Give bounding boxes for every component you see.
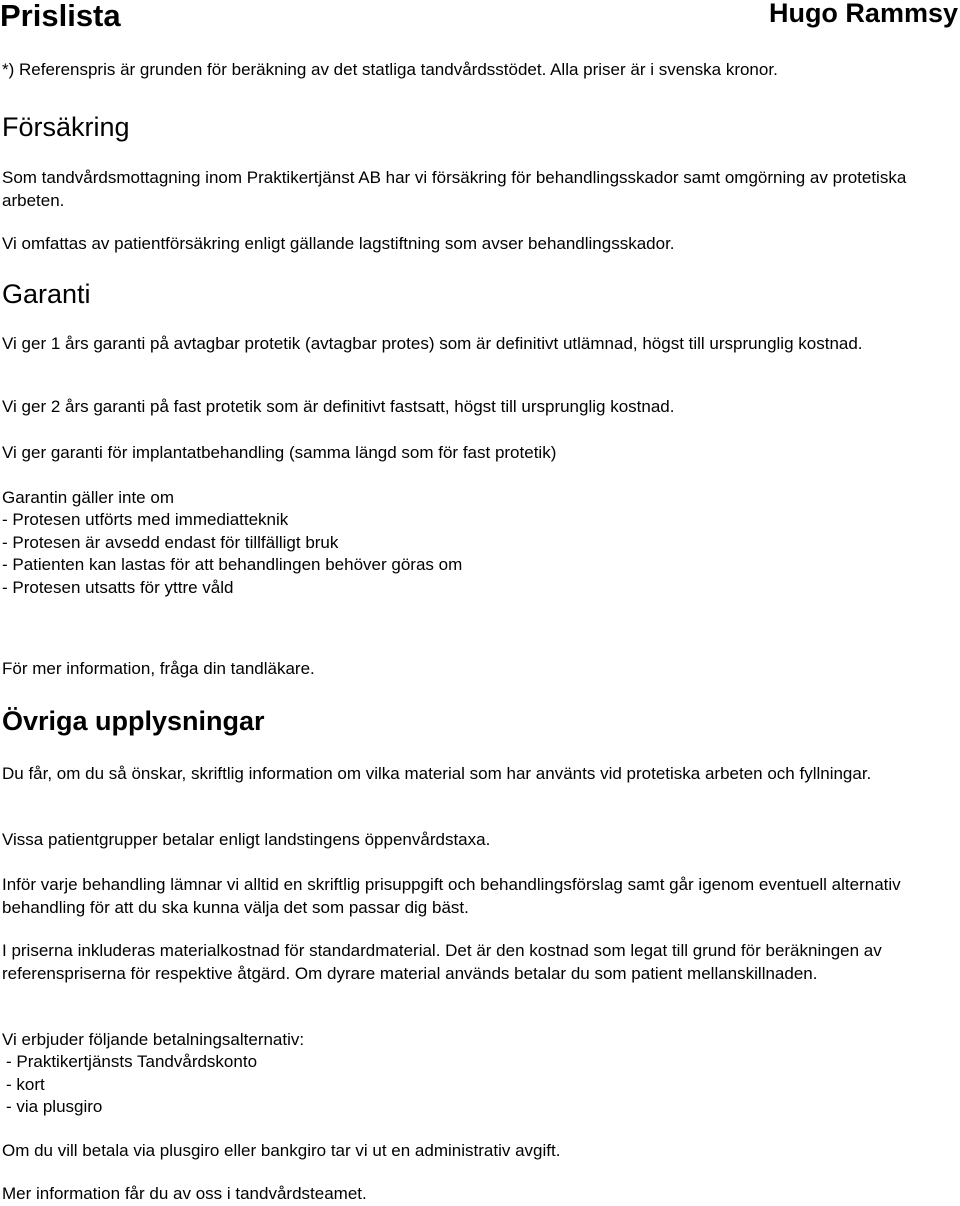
insurance-paragraph-1: Som tandvårdsmottagning inom Praktikertjänst AB har vi försäkring för behandlingsskador samt omgörning av protetiska arbeten. bbox=[2, 168, 907, 210]
warranty-exclusions-list bbox=[2, 509, 462, 599]
other-paragraph-1: Du får, om du så önskar, skriftlig information om vilka material som har använts vid protetiska arbeten och fyllningar. bbox=[2, 764, 872, 783]
reference-price-note: *) Referenspris är grunden för beräkning av det statliga tandvårdsstödet. Alla priser är i svenska kronor. bbox=[2, 60, 778, 79]
list-item: - Protesen utsatts för yttre våld bbox=[2, 577, 234, 597]
warranty-paragraph-1: Vi ger 1 års garanti på avtagbar protetik (avtagbar protes) som är definitivt utlämnad, högst till ursprunglig kostnad. bbox=[2, 334, 863, 353]
list-item: - Protesen utförts med immediatteknik bbox=[2, 510, 289, 529]
other-paragraph-4: I priserna inkluderas materialkostnad för standardmaterial. Det är den kostnad som legat till grund för beräkningen av referenspriserna för respektive åtgärd. Om dyrare material används betalar du som patient mellanskillnaden. bbox=[2, 941, 882, 983]
company-name: Hugo Rammsy bbox=[768, 0, 958, 28]
other-paragraph-2: Vissa patientgrupper betalar enligt landstingens öppenvårdstaxa. bbox=[2, 830, 491, 849]
warranty-exclusions-intro: Garantin gäller inte om bbox=[2, 488, 174, 507]
more-info-text: För mer information, fråga din tandläkare. bbox=[2, 659, 315, 678]
list-item: - kort bbox=[6, 1074, 45, 1094]
page-title: Prislista bbox=[0, 0, 121, 33]
list-item: - Praktikertjänsts Tandvårdskonto bbox=[6, 1052, 258, 1071]
insurance-heading: Försäkring bbox=[2, 112, 130, 142]
warranty-paragraph-3: Vi ger garanti för implantatbehandling (samma längd som för fast protetik) bbox=[2, 443, 557, 462]
other-paragraph-3: Inför varje behandling lämnar vi alltid en skriftlig prisuppgift och behandlingsförslag samt går igenom eventuell alternativ behandling för att du ska kunna välja det som passar dig bäst. bbox=[2, 875, 901, 917]
list-item: - Protesen är avsedd endast för tillfälligt bruk bbox=[2, 532, 339, 552]
contact-team-note: Mer information får du av oss i tandvårdsteamet. bbox=[2, 1184, 367, 1203]
payment-fee-note: Om du vill betala via plusgiro eller bankgiro tar vi ut en administrativ avgift. bbox=[2, 1141, 561, 1160]
other-info-heading: Övriga upplysningar bbox=[2, 706, 265, 736]
list-item: - via plusgiro bbox=[6, 1097, 103, 1116]
payment-options-list bbox=[6, 1051, 257, 1119]
insurance-paragraph-2: Vi omfattas av patientförsäkring enligt gällande lagstiftning som avser behandlingsskador. bbox=[2, 234, 675, 253]
list-item: - Patienten kan lastas för att behandlingen behöver göras om bbox=[2, 555, 463, 574]
warranty-heading: Garanti bbox=[2, 279, 91, 309]
warranty-paragraph-2: Vi ger 2 års garanti på fast protetik som är definitivt fastsatt, högst till ursprunglig kostnad. bbox=[2, 397, 675, 416]
payment-options-intro: Vi erbjuder följande betalningsalternativ: bbox=[2, 1030, 305, 1049]
